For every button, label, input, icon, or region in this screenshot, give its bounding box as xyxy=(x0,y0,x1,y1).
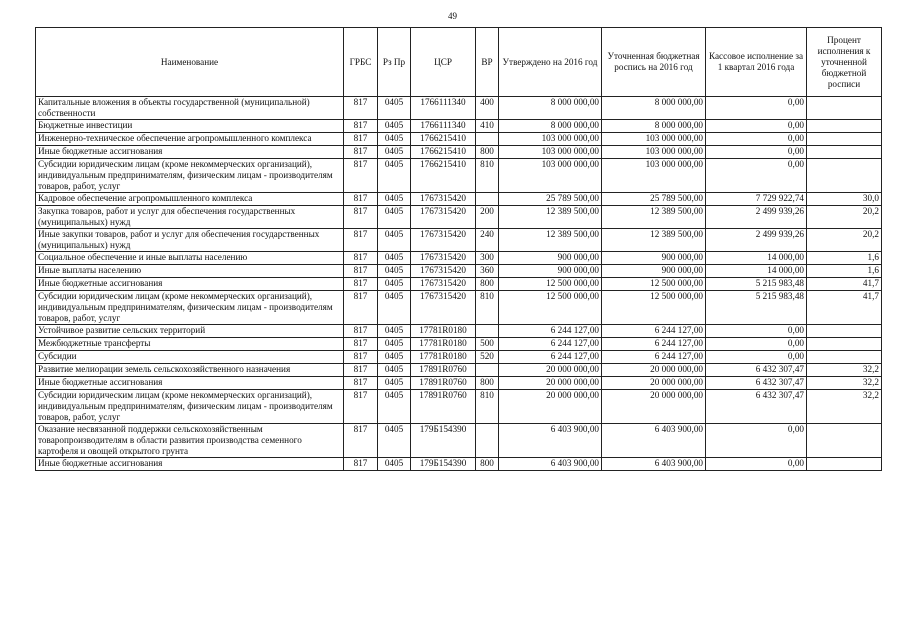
cell-cash: 0,00 xyxy=(706,97,807,120)
cell-grbs: 817 xyxy=(344,458,378,471)
cell-rzpr: 0405 xyxy=(378,206,411,229)
cell-cash: 0,00 xyxy=(706,424,807,458)
cell-percent xyxy=(807,458,882,471)
cell-rzpr: 0405 xyxy=(378,377,411,390)
table-row xyxy=(36,377,882,390)
cell-rzpr: 0405 xyxy=(378,146,411,159)
cell-grbs: 817 xyxy=(344,265,378,278)
table-row xyxy=(36,229,882,252)
cell-cash: 0,00 xyxy=(706,458,807,471)
cell-approved: 20 000 000,00 xyxy=(499,377,602,390)
cell-grbs: 817 xyxy=(344,146,378,159)
cell-csr: 1766215410 xyxy=(411,159,476,193)
cell-approved: 8 000 000,00 xyxy=(499,97,602,120)
cell-approved: 900 000,00 xyxy=(499,252,602,265)
cell-vr: 500 xyxy=(476,338,499,351)
cell-cash: 7 729 922,74 xyxy=(706,193,807,206)
cell-percent: 41,7 xyxy=(807,291,882,325)
header-percent: Процент исполнения к уточненной бюджетной росписи xyxy=(807,28,882,97)
cell-name: Кадровое обеспечение агропромышленного комплекса xyxy=(36,193,344,206)
cell-grbs: 817 xyxy=(344,351,378,364)
cell-approved: 103 000 000,00 xyxy=(499,133,602,146)
cell-name: Субсидии юридическим лицам (кроме некоммерческих организаций), индивидуальным предпринимателям, физическим лицам - производителям товаров, работ, услуг xyxy=(36,291,344,325)
cell-csr: 1766215410 xyxy=(411,146,476,159)
cell-refined: 12 389 500,00 xyxy=(602,229,706,252)
cell-vr: 810 xyxy=(476,159,499,193)
cell-approved: 103 000 000,00 xyxy=(499,146,602,159)
cell-rzpr: 0405 xyxy=(378,265,411,278)
cell-approved: 12 389 500,00 xyxy=(499,229,602,252)
header-approved: Утверждено на 2016 год xyxy=(499,28,602,97)
cell-cash: 6 432 307,47 xyxy=(706,364,807,377)
cell-name: Субсидии юридическим лицам (кроме некоммерческих организаций), индивидуальным предпринимателям, физическим лицам - производителям товаров, работ, услуг xyxy=(36,390,344,424)
cell-grbs: 817 xyxy=(344,338,378,351)
cell-csr: 1767315420 xyxy=(411,206,476,229)
cell-cash: 0,00 xyxy=(706,120,807,133)
cell-approved: 6 403 900,00 xyxy=(499,458,602,471)
cell-refined: 6 403 900,00 xyxy=(602,424,706,458)
cell-name: Иные бюджетные ассигнования xyxy=(36,146,344,159)
cell-grbs: 817 xyxy=(344,377,378,390)
cell-cash: 2 499 939,26 xyxy=(706,206,807,229)
cell-name: Оказание несвязанной поддержки сельскохозяйственным товаропроизводителям в области развития производства семенного картофеля и овощей открытого грунта xyxy=(36,424,344,458)
cell-approved: 6 244 127,00 xyxy=(499,351,602,364)
cell-vr: 800 xyxy=(476,458,499,471)
cell-percent: 30,0 xyxy=(807,193,882,206)
cell-approved: 12 389 500,00 xyxy=(499,206,602,229)
cell-percent xyxy=(807,97,882,120)
cell-name: Иные выплаты населению xyxy=(36,265,344,278)
cell-cash: 6 432 307,47 xyxy=(706,390,807,424)
table-row xyxy=(36,291,882,325)
cell-refined: 12 500 000,00 xyxy=(602,278,706,291)
cell-grbs: 817 xyxy=(344,120,378,133)
table-row xyxy=(36,364,882,377)
cell-rzpr: 0405 xyxy=(378,229,411,252)
cell-csr: 1766111340 xyxy=(411,120,476,133)
header-rzpr: Рз Пр xyxy=(378,28,411,97)
cell-approved: 20 000 000,00 xyxy=(499,390,602,424)
cell-rzpr: 0405 xyxy=(378,458,411,471)
header-cash: Кассовое исполнение за 1 квартал 2016 года xyxy=(706,28,807,97)
budget-execution-table xyxy=(35,27,882,471)
cell-name: Субсидии xyxy=(36,351,344,364)
cell-csr: 1767315420 xyxy=(411,265,476,278)
cell-cash: 0,00 xyxy=(706,159,807,193)
cell-refined: 6 244 127,00 xyxy=(602,351,706,364)
cell-refined: 103 000 000,00 xyxy=(602,146,706,159)
cell-csr: 1767315420 xyxy=(411,193,476,206)
cell-refined: 25 789 500,00 xyxy=(602,193,706,206)
table-row xyxy=(36,146,882,159)
cell-rzpr: 0405 xyxy=(378,325,411,338)
cell-vr xyxy=(476,193,499,206)
cell-percent: 20,2 xyxy=(807,206,882,229)
cell-vr: 800 xyxy=(476,278,499,291)
cell-name: Закупка товаров, работ и услуг для обеспечения государственных (муниципальных) нужд xyxy=(36,206,344,229)
table-row xyxy=(36,351,882,364)
cell-cash: 0,00 xyxy=(706,325,807,338)
table-row xyxy=(36,193,882,206)
cell-percent xyxy=(807,338,882,351)
cell-grbs: 817 xyxy=(344,229,378,252)
cell-csr: 179Б154390 xyxy=(411,424,476,458)
cell-grbs: 817 xyxy=(344,278,378,291)
cell-grbs: 817 xyxy=(344,390,378,424)
header-csr: ЦСР xyxy=(411,28,476,97)
cell-refined: 6 403 900,00 xyxy=(602,458,706,471)
header-vr: ВР xyxy=(476,28,499,97)
cell-name: Капитальные вложения в объекты государственной (муниципальной) собственности xyxy=(36,97,344,120)
cell-percent xyxy=(807,133,882,146)
cell-name: Иные бюджетные ассигнования xyxy=(36,458,344,471)
cell-rzpr: 0405 xyxy=(378,390,411,424)
page-number: 49 xyxy=(448,11,457,21)
cell-rzpr: 0405 xyxy=(378,351,411,364)
cell-approved: 12 500 000,00 xyxy=(499,291,602,325)
cell-percent: 32,2 xyxy=(807,377,882,390)
cell-cash: 0,00 xyxy=(706,338,807,351)
cell-vr: 800 xyxy=(476,377,499,390)
cell-refined: 900 000,00 xyxy=(602,265,706,278)
cell-rzpr: 0405 xyxy=(378,278,411,291)
cell-approved: 20 000 000,00 xyxy=(499,364,602,377)
cell-name: Социальное обеспечение и иные выплаты населению xyxy=(36,252,344,265)
cell-cash: 14 000,00 xyxy=(706,252,807,265)
cell-csr: 179Б154390 xyxy=(411,458,476,471)
cell-csr: 1767315420 xyxy=(411,252,476,265)
cell-csr: 1766111340 xyxy=(411,97,476,120)
cell-grbs: 817 xyxy=(344,424,378,458)
cell-approved: 6 244 127,00 xyxy=(499,325,602,338)
cell-grbs: 817 xyxy=(344,364,378,377)
cell-rzpr: 0405 xyxy=(378,159,411,193)
cell-approved: 103 000 000,00 xyxy=(499,159,602,193)
cell-name: Инженерно-техническое обеспечение агропромышленного комплекса xyxy=(36,133,344,146)
cell-grbs: 817 xyxy=(344,206,378,229)
cell-name: Иные закупки товаров, работ и услуг для обеспечения государственных (муниципальных) нужд xyxy=(36,229,344,252)
cell-vr: 400 xyxy=(476,97,499,120)
cell-refined: 20 000 000,00 xyxy=(602,390,706,424)
cell-cash: 2 499 939,26 xyxy=(706,229,807,252)
cell-name: Развитие мелиорации земель сельскохозяйственного назначения xyxy=(36,364,344,377)
cell-vr: 520 xyxy=(476,351,499,364)
cell-cash: 14 000,00 xyxy=(706,265,807,278)
table-row xyxy=(36,278,882,291)
table-row xyxy=(36,325,882,338)
cell-grbs: 817 xyxy=(344,291,378,325)
table-row xyxy=(36,338,882,351)
cell-percent xyxy=(807,146,882,159)
cell-csr: 1766215410 xyxy=(411,133,476,146)
cell-vr xyxy=(476,364,499,377)
table-row xyxy=(36,424,882,458)
table-row xyxy=(36,159,882,193)
cell-refined: 12 389 500,00 xyxy=(602,206,706,229)
cell-cash: 0,00 xyxy=(706,133,807,146)
cell-rzpr: 0405 xyxy=(378,120,411,133)
cell-name: Устойчивое развитие сельских территорий xyxy=(36,325,344,338)
cell-csr: 1767315420 xyxy=(411,229,476,252)
cell-percent xyxy=(807,159,882,193)
cell-vr: 800 xyxy=(476,146,499,159)
cell-vr: 240 xyxy=(476,229,499,252)
cell-percent xyxy=(807,424,882,458)
cell-cash: 0,00 xyxy=(706,351,807,364)
cell-rzpr: 0405 xyxy=(378,193,411,206)
cell-name: Иные бюджетные ассигнования xyxy=(36,377,344,390)
cell-rzpr: 0405 xyxy=(378,133,411,146)
cell-percent: 20,2 xyxy=(807,229,882,252)
cell-name: Иные бюджетные ассигнования xyxy=(36,278,344,291)
cell-csr: 17891R0760 xyxy=(411,377,476,390)
cell-percent: 1,6 xyxy=(807,265,882,278)
table-row xyxy=(36,97,882,120)
cell-csr: 17781R0180 xyxy=(411,351,476,364)
cell-grbs: 817 xyxy=(344,325,378,338)
cell-approved: 900 000,00 xyxy=(499,265,602,278)
cell-percent xyxy=(807,120,882,133)
table-row xyxy=(36,133,882,146)
header-name: Наименование xyxy=(36,28,344,97)
cell-cash: 5 215 983,48 xyxy=(706,291,807,325)
table-row xyxy=(36,206,882,229)
cell-vr xyxy=(476,133,499,146)
cell-csr: 17891R0760 xyxy=(411,390,476,424)
cell-vr: 810 xyxy=(476,291,499,325)
cell-vr: 410 xyxy=(476,120,499,133)
cell-rzpr: 0405 xyxy=(378,424,411,458)
cell-name: Бюджетные инвестиции xyxy=(36,120,344,133)
cell-vr xyxy=(476,325,499,338)
cell-csr: 17781R0180 xyxy=(411,338,476,351)
cell-refined: 20 000 000,00 xyxy=(602,377,706,390)
cell-csr: 17891R0760 xyxy=(411,364,476,377)
header-refined: Уточненная бюджетная роспись на 2016 год xyxy=(602,28,706,97)
cell-csr: 1767315420 xyxy=(411,278,476,291)
cell-grbs: 817 xyxy=(344,252,378,265)
table-header-row xyxy=(36,28,882,97)
cell-refined: 6 244 127,00 xyxy=(602,338,706,351)
cell-grbs: 817 xyxy=(344,193,378,206)
cell-cash: 5 215 983,48 xyxy=(706,278,807,291)
header-grbs: ГРБС xyxy=(344,28,378,97)
cell-refined: 6 244 127,00 xyxy=(602,325,706,338)
cell-approved: 6 244 127,00 xyxy=(499,338,602,351)
cell-vr: 300 xyxy=(476,252,499,265)
cell-refined: 8 000 000,00 xyxy=(602,120,706,133)
cell-name: Субсидии юридическим лицам (кроме некоммерческих организаций), индивидуальным предпринимателям, физическим лицам - производителям товаров, работ, услуг xyxy=(36,159,344,193)
table-row xyxy=(36,390,882,424)
cell-approved: 25 789 500,00 xyxy=(499,193,602,206)
cell-rzpr: 0405 xyxy=(378,97,411,120)
cell-percent: 1,6 xyxy=(807,252,882,265)
table-row xyxy=(36,265,882,278)
cell-refined: 103 000 000,00 xyxy=(602,133,706,146)
cell-rzpr: 0405 xyxy=(378,291,411,325)
cell-vr: 360 xyxy=(476,265,499,278)
cell-refined: 8 000 000,00 xyxy=(602,97,706,120)
cell-cash: 6 432 307,47 xyxy=(706,377,807,390)
cell-vr: 200 xyxy=(476,206,499,229)
cell-rzpr: 0405 xyxy=(378,364,411,377)
table-row xyxy=(36,458,882,471)
cell-percent: 41,7 xyxy=(807,278,882,291)
cell-refined: 900 000,00 xyxy=(602,252,706,265)
cell-cash: 0,00 xyxy=(706,146,807,159)
cell-name: Межбюджетные трансферты xyxy=(36,338,344,351)
cell-refined: 103 000 000,00 xyxy=(602,159,706,193)
cell-grbs: 817 xyxy=(344,133,378,146)
cell-grbs: 817 xyxy=(344,97,378,120)
table-row xyxy=(36,120,882,133)
table-row xyxy=(36,252,882,265)
cell-percent xyxy=(807,351,882,364)
cell-refined: 12 500 000,00 xyxy=(602,291,706,325)
cell-approved: 12 500 000,00 xyxy=(499,278,602,291)
cell-approved: 8 000 000,00 xyxy=(499,120,602,133)
table-body xyxy=(36,97,882,471)
cell-percent: 32,2 xyxy=(807,364,882,377)
cell-grbs: 817 xyxy=(344,159,378,193)
cell-vr xyxy=(476,424,499,458)
cell-csr: 17781R0180 xyxy=(411,325,476,338)
cell-approved: 6 403 900,00 xyxy=(499,424,602,458)
cell-percent xyxy=(807,325,882,338)
cell-csr: 1767315420 xyxy=(411,291,476,325)
cell-refined: 20 000 000,00 xyxy=(602,364,706,377)
cell-rzpr: 0405 xyxy=(378,338,411,351)
cell-percent: 32,2 xyxy=(807,390,882,424)
cell-vr: 810 xyxy=(476,390,499,424)
cell-rzpr: 0405 xyxy=(378,252,411,265)
